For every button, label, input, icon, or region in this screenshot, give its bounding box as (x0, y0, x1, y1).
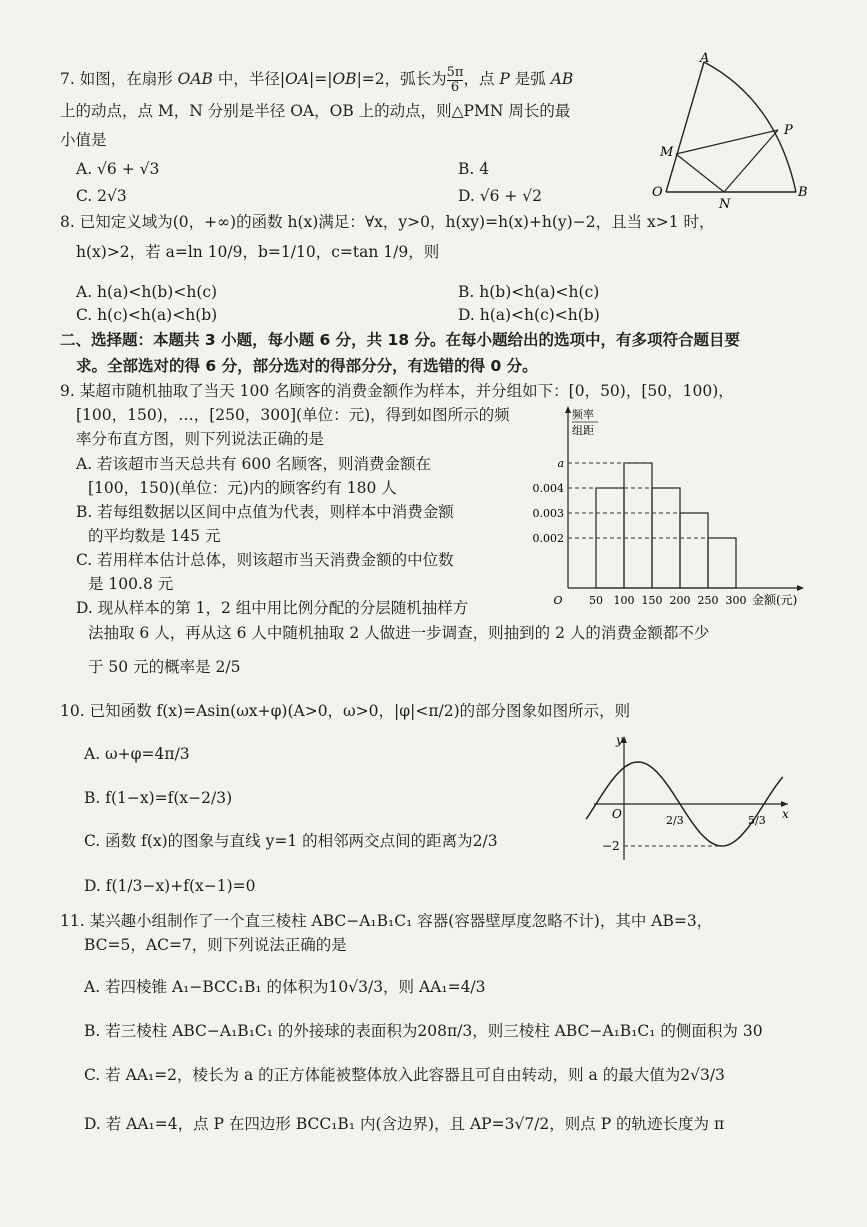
q9-option-c1: C. 若用样本估计总体，则该超市当天消费金额的中位数 (76, 551, 454, 569)
histogram-y-arrow (565, 406, 571, 413)
tick-two-thirds: 2/3 (666, 814, 684, 827)
histogram-x-arrow (797, 585, 804, 591)
q9-option-d2: 法抽取 6 人，再从这 6 人中随机抽取 2 人做进一步调查，则抽到的 2 人的消费金额都不少 (88, 624, 710, 642)
q8-line1: 8. 已知定义域为(0，+∞)的函数 h(x)满足：∀x，y>0，h(xy)=h(x)+h(y)−2，且当 x>1 时， (60, 213, 715, 231)
radius-oa (666, 62, 704, 192)
label-o: O (652, 185, 663, 200)
tick-five-thirds: 5/3 (748, 814, 766, 827)
section2-line1: 二、选择题：本题共 3 小题，每小题 6 分，共 18 分。在每小题给出的选项中，有多项符合题目要 (60, 331, 741, 349)
q10-line1: 10. 已知函数 f(x)=Asin(ωx+φ)(A>0，ω>0，|φ|<π/2)的部分图象如图所示，则 (60, 702, 631, 720)
q10-option-b: B. f(1−x)=f(x−2/3) (84, 789, 233, 807)
q9-line3: 率分布直方图，则下列说法正确的是 (76, 430, 325, 448)
q7-line3: 小值是 (60, 131, 107, 149)
segment-mn (676, 154, 724, 192)
q7-option-a: A. √6 + √3 (76, 160, 160, 178)
histogram-y-label-bottom: 组距 (572, 424, 594, 437)
histogram-bar (680, 513, 708, 588)
q8-option-b: B. h(b)<h(a)<h(c) (458, 283, 600, 301)
q9-option-b1: B. 若每组数据以区间中点值为代表，则样本中消费金额 (76, 503, 454, 521)
histogram-x-tick-label: 150 (641, 594, 663, 607)
q9-option-a1: A. 若该超市当天总共有 600 名顾客，则消费金额在 (76, 455, 431, 473)
q9-option-b2: 的平均数是 145 元 (88, 527, 221, 545)
histogram-x-tick-label: 50 (589, 594, 603, 607)
histogram-x-tick-label: 200 (669, 594, 691, 607)
histogram-x-tick-label: O (553, 594, 563, 607)
q10-option-d: D. f(1/3−x)+f(x−1)=0 (84, 877, 256, 895)
q9-line1: 9. 某超市随机抽取了当天 100 名顾客的消费金额作为样本，并分组如下：[0，50)，[50，100)， (60, 382, 734, 400)
label-m: M (660, 145, 674, 160)
arc-ab (704, 62, 796, 192)
q7-line2: 上的动点，点 M，N 分别是半径 OA，OB 上的动点，则△PMN 周长的最 (60, 102, 571, 120)
minus-two-label: −2 (602, 839, 620, 853)
q8-line2: h(x)>2，若 a=ln 10/9，b=1/10，c=tan 1/9，则 (76, 243, 440, 261)
histogram-y-label-top: 频率 (572, 408, 594, 421)
q10-option-c: C. 函数 f(x)的图象与直线 y=1 的相邻两交点间的距离为2/3 (84, 832, 498, 850)
histogram-x-tick-label: 100 (613, 594, 635, 607)
x-label: x (782, 807, 789, 821)
q7-option-b: B. 4 (458, 160, 490, 178)
q9-option-c2: 是 100.8 元 (88, 575, 174, 593)
label-n: N (719, 197, 731, 212)
q7-option-c: C. 2√3 (76, 187, 127, 205)
q8-option-c: C. h(c)<h(a)<h(b) (76, 306, 218, 324)
frequency-histogram (532, 404, 810, 616)
histogram-x-tick-label: 250 (697, 594, 719, 607)
histogram-x-tick-label: 300 (725, 594, 747, 607)
section2-line2: 求。全部选对的得 6 分，部分选对的得部分分，有选错的得 0 分。 (76, 357, 538, 375)
histogram-bar (708, 538, 736, 588)
q11-line1: 11. 某兴趣小组制作了一个直三棱柱 ABC−A₁B₁C₁ 容器(容器壁厚度忽略不计)，其中 AB=3， (60, 912, 713, 930)
histogram-bar (624, 463, 652, 588)
label-b: B (798, 185, 808, 200)
q8-option-a: A. h(a)<h(b)<h(c) (76, 283, 218, 301)
q9-option-d3: 于 50 元的概率是 2/5 (88, 658, 241, 676)
q7-option-d: D. √6 + √2 (458, 187, 543, 205)
histogram-y-tick-label: 0.004 (532, 482, 564, 495)
histogram-x-label: 金额(元) (752, 593, 798, 607)
q8-option-d: D. h(a)<h(c)<h(b) (458, 306, 600, 324)
segment-mp (676, 130, 778, 154)
q11-option-c: C. 若 AA₁=2，棱长为 a 的正方体能被整体放入此容器且可自由转动，则 a 的最大值为2√3/3 (84, 1066, 725, 1084)
q11-option-b: B. 若三棱柱 ABC−A₁B₁C₁ 的外接球的表面积为208π/3，则三棱柱 ABC−A₁B₁C₁ 的侧面积为 30 (84, 1022, 763, 1040)
q7-line1: 7. 如图，在扇形 OAB 中，半径|OA|=|OB|=2，弧长为 $\frac{5\pi}{6}$ ，点 P 是弧 AB (60, 65, 574, 95)
q9-option-d1: D. 现从样本的第 1，2 组中用比例分配的分层随机抽样方 (76, 599, 469, 617)
label-a: A (700, 51, 710, 66)
q11-option-d: D. 若 AA₁=4，点 P 在四边形 BCC₁B₁ 内(含边界)，且 AP=3√7/2，则点 P 的轨迹长度为 π (84, 1115, 725, 1133)
q10-option-a: A. ω+φ=4π/3 (84, 745, 190, 763)
origin-label: O (612, 807, 622, 821)
sector-figure (646, 50, 816, 210)
segment-pn (724, 130, 778, 192)
q9-option-a2: [100，150)(单位：元)内的顾客约有 180 人 (88, 479, 397, 497)
histogram-y-tick-label: 0.003 (532, 507, 564, 520)
q9-line2: [100，150)，…，[250，300](单位：元)，得到如图所示的频 (76, 406, 510, 424)
sine-graph (588, 730, 798, 870)
histogram-y-tick-label: a (557, 457, 564, 470)
histogram-y-tick-label: 0.002 (532, 532, 564, 545)
q11-option-a: A. 若四棱锥 A₁−BCC₁B₁ 的体积为10√3/3，则 AA₁=4/3 (84, 978, 486, 996)
label-p: P (784, 123, 793, 138)
q11-line2: BC=5，AC=7，则下列说法正确的是 (84, 936, 347, 954)
y-label: y (616, 733, 623, 747)
